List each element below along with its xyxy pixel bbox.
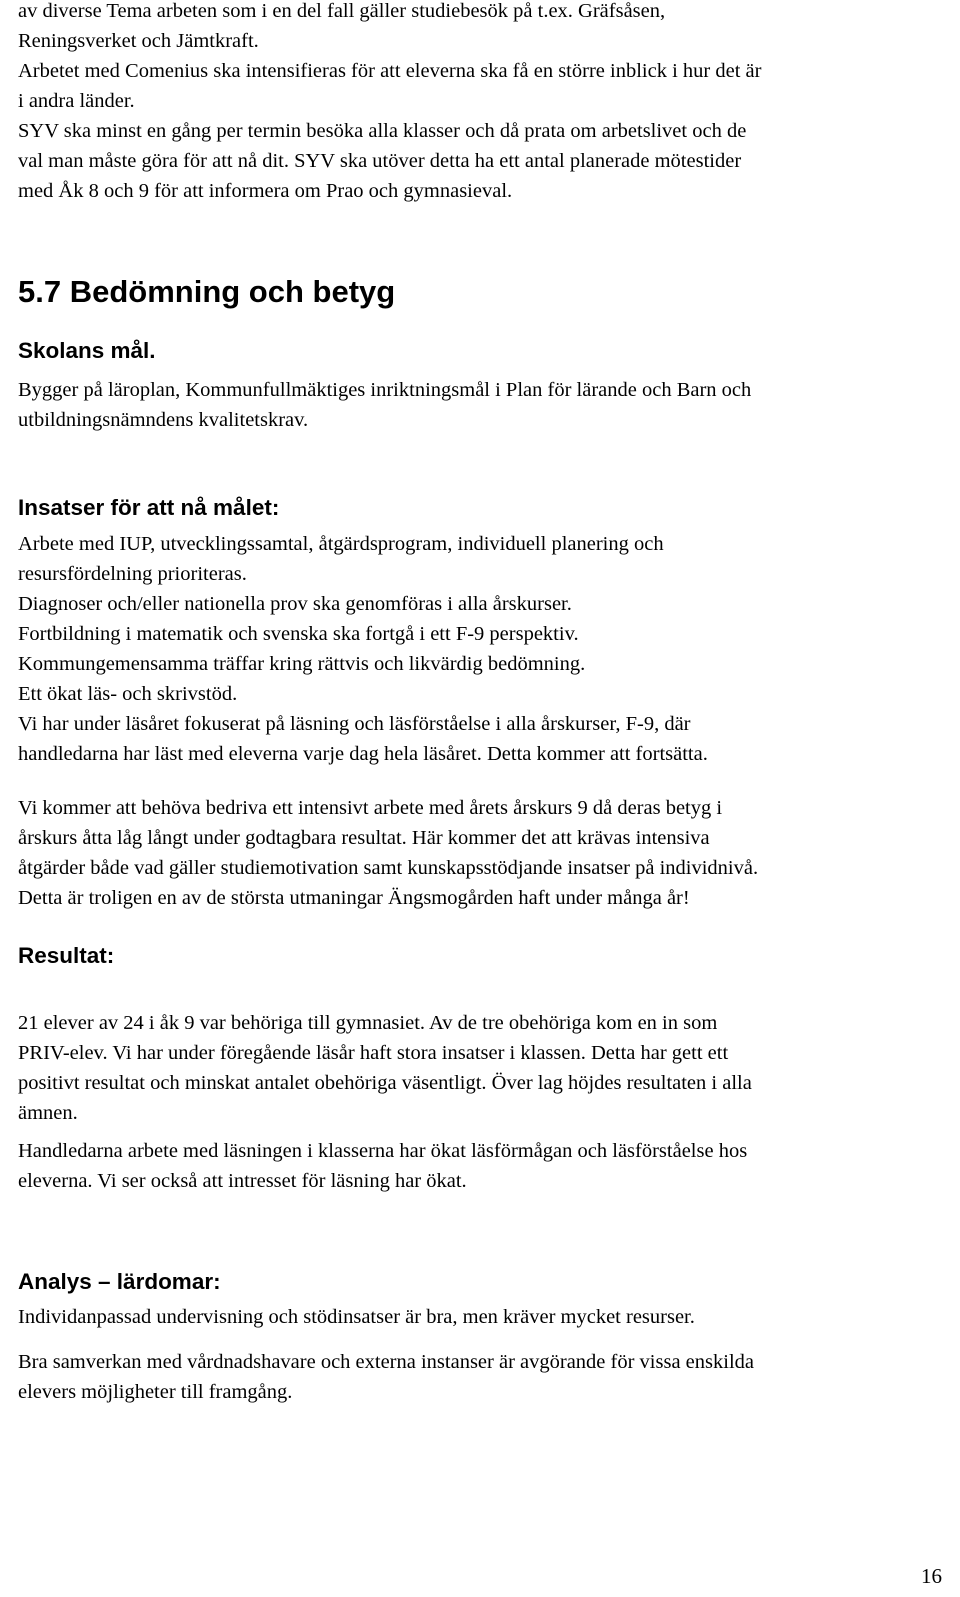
insatser-list <box>18 529 950 769</box>
text-line: 21 elever av 24 i åk 9 var behöriga till gymnasiet. Av de tre obehöriga kom en in som <box>18 1012 718 1034</box>
text-line: SYV ska minst en gång per termin besöka alla klasser och då prata om arbetslivet och de <box>18 120 747 142</box>
text-line: Detta är troligen en av de största utmaningar Ängsmogården haft under många år! <box>18 887 690 909</box>
text-line: eleverna. Vi ser också att intresset för läsning har ökat. <box>18 1170 467 1192</box>
text-line: ämnen. <box>18 1102 78 1124</box>
resultat-paragraph-2 <box>18 1136 950 1196</box>
text-line: PRIV-elev. Vi har under föregående läsår haft stora insatser i klassen. Detta har gett ett <box>18 1042 729 1064</box>
text-line: elevers möjligheter till framgång. <box>18 1381 293 1403</box>
text-line: årskurs åtta låg långt under godtagbara resultat. Här kommer det att krävas intensiva <box>18 827 710 849</box>
skolans-mal-heading: Skolans mål. <box>18 338 156 363</box>
resultat-heading: Resultat: <box>18 943 115 968</box>
text-line: Handledarna arbete med läsningen i klasserna har ökat läsförmågan och läsförståelse hos <box>18 1140 748 1162</box>
resultat-paragraph-1 <box>18 1008 950 1128</box>
text-line: Vi kommer att behöva bedriva ett intensivt arbete med årets årskurs 9 då deras betyg i <box>18 797 723 819</box>
text-line: Kommungemensamma träffar kring rättvis och likvärdig bedömning. <box>18 653 586 675</box>
text-line: Vi har under läsåret fokuserat på läsning och läsförståelse i alla årskurser, F-9, där <box>18 713 691 735</box>
analys-paragraph-1 <box>18 1302 950 1332</box>
text-line: av diverse Tema arbeten som i en del fall gäller studiebesök på t.ex. Gräfsåsen, <box>18 0 666 22</box>
intro-paragraph <box>18 0 950 206</box>
text-line: Bra samverkan med vårdnadshavare och externa instanser är avgörande för vissa enskilda <box>18 1351 754 1373</box>
text-line: resursfördelning prioriteras. <box>18 563 247 585</box>
section-title: 5.7 Bedömning och betyg <box>18 274 396 309</box>
text-line: Bygger på läroplan, Kommunfullmäktiges inriktningsmål i Plan för lärande och Barn och <box>18 379 752 401</box>
text-line: Reningsverket och Jämtkraft. <box>18 30 259 52</box>
text-line: utbildningsnämndens kvalitetskrav. <box>18 409 309 431</box>
text-line: i andra länder. <box>18 90 135 112</box>
skolans-mal-paragraph <box>18 375 950 435</box>
text-line: val man måste göra för att nå dit. SYV ska utöver detta ha ett antal planerade mötestider <box>18 150 742 172</box>
analys-heading: Analys – lärdomar: <box>18 1269 221 1294</box>
insatser-paragraph-2 <box>18 793 950 913</box>
text-line: Ett ökat läs- och skrivstöd. <box>18 683 238 705</box>
text-line: Individanpassad undervisning och stödinsatser är bra, men kräver mycket resurser. <box>18 1306 695 1328</box>
text-line: Diagnoser och/eller nationella prov ska genomföras i alla årskurser. <box>18 593 572 615</box>
text-line: Arbete med IUP, utvecklingssamtal, åtgärdsprogram, individuell planering och <box>18 533 664 555</box>
text-line: handledarna har läst med eleverna varje dag hela läsåret. Detta kommer att fortsätta. <box>18 743 708 765</box>
text-line: positivt resultat och minskat antalet obehöriga väsentligt. Över lag höjdes resultaten i alla <box>18 1072 752 1094</box>
text-line: med Åk 8 och 9 för att informera om Prao och gymnasieval. <box>18 180 513 202</box>
page-number: 16 <box>921 1564 942 1588</box>
insatser-heading: Insatser för att nå målet: <box>18 495 280 520</box>
text-line: Fortbildning i matematik och svenska ska fortgå i ett F-9 perspektiv. <box>18 623 579 645</box>
text-line: Arbetet med Comenius ska intensifieras för att eleverna ska få en större inblick i hur det är <box>18 60 762 82</box>
analys-paragraph-2 <box>18 1347 950 1407</box>
text-line: åtgärder både vad gäller studiemotivation samt kunskapsstödjande insatser på individnivå. <box>18 857 759 879</box>
